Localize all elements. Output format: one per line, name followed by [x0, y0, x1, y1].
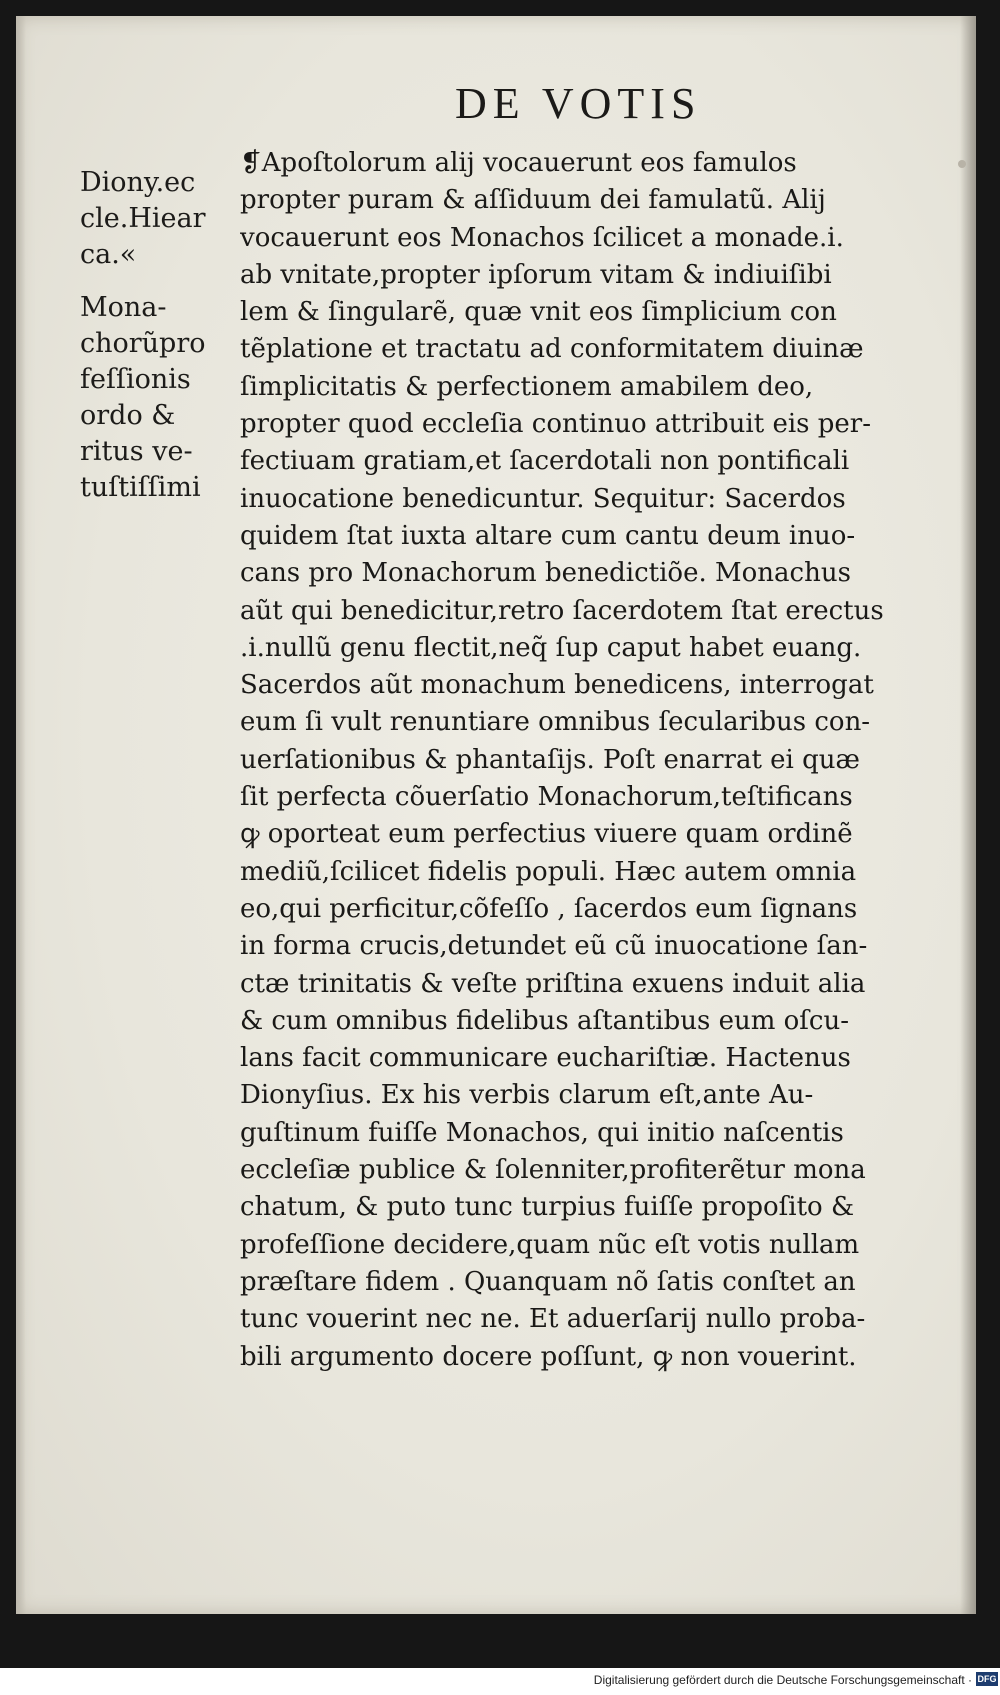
text-line: mediũ,ſcilicet fidelis populi. Hæc autem omnia: [240, 856, 857, 887]
text-line: ❡Apoſtolorum alij vocauerunt eos famulos: [240, 148, 797, 178]
text-line: profeſſione decidere,quam nũc eſt votis nullam: [240, 1229, 860, 1260]
running-head: DE VOTIS: [455, 79, 702, 128]
margin-note-line: ca.«: [80, 239, 137, 270]
text-line: guſtinum fuiſſe Monachos, qui initio naſcentis: [240, 1117, 844, 1148]
paper-speck: [958, 160, 966, 168]
text-line: ꝙ oporteat eum perfectius viuere quam ordinẽ: [240, 819, 853, 850]
text-line: ſit perfecta cõuerſatio Monachorum,teſtificans: [240, 782, 853, 813]
text-line: fectiuam gratiam,et ſacerdotali non pontificali: [240, 446, 850, 477]
text-line: lem & ſingularẽ, quæ vnit eos ſimplicium con: [240, 297, 837, 328]
text-line: .i.nullũ genu flectit,neq̃ ſup caput habet euang.: [240, 632, 862, 663]
text-line: Sacerdos aũt monachum benedicens, interrogat: [240, 670, 874, 701]
text-line: chatum, & puto tunc turpius fuiſſe propoſito &: [240, 1192, 855, 1223]
text-line: eccleſiæ publice & ſolenniter,profiterẽtur mona: [240, 1155, 866, 1186]
text-line: eo,qui perficitur,cõfeſſo , ſacerdos eum ſignans: [240, 893, 858, 924]
text-line: quidem ſtat iuxta altare cum cantu deum inuo-: [240, 520, 856, 551]
main-text-block: [240, 145, 920, 1376]
text-line: in forma crucis,detundet eũ cũ inuocatione ſan-: [240, 931, 868, 962]
margin-note: [80, 165, 230, 273]
margin-note-line: ordo &: [80, 400, 176, 431]
margin-note: [80, 290, 230, 506]
text-line: aũt qui benedicitur,retro ſacerdotem ſtat erectus: [240, 595, 884, 626]
text-line: præſtare fidem . Quanquam nõ ſatis conſtet an: [240, 1266, 856, 1297]
text-line: eum ſi vult renuntiare omnibus ſecularibus con-: [240, 707, 871, 738]
margin-note-line: chorũpro: [80, 328, 206, 359]
text-line: ab vnitate,propter ipſorum vitam & indiuiſibi: [240, 259, 832, 290]
text-line: bili argumento docere poſſunt, ꝙ non vouerint.: [240, 1341, 857, 1372]
digitization-credit: Digitalisierung gefördert durch die Deutsche Forschungsgemeinschaft ·: [593, 1673, 972, 1687]
text-line: ſimplicitatis & perfectionem amabilem deo,: [240, 371, 814, 402]
text-line: & cum omnibus fidelibus aſtantibus eum oſcu-: [240, 1005, 849, 1036]
margin-note-line: Diony.ec: [80, 167, 196, 198]
text-line: cans pro Monachorum benedictiõe. Monachus: [240, 558, 851, 589]
page-edge-right: [960, 16, 976, 1614]
margin-notes: [80, 165, 230, 523]
margin-note-line: tuſtiſſimi: [80, 472, 201, 503]
margin-note-line: ritus ve-: [80, 436, 193, 467]
page-edge-left: [16, 16, 26, 1614]
margin-note-line: Mona-: [80, 292, 167, 323]
text-line: ctæ trinitatis & veſte priſtina exuens induit alia: [240, 968, 866, 999]
text-line: lans facit communicare euchariſtiæ. Hactenus: [240, 1043, 851, 1074]
text-line: propter quod eccleſia continuo attribuit eis per-: [240, 409, 872, 440]
text-line: propter puram & aſſiduum dei famulatũ. Alij: [240, 185, 826, 216]
text-line: inuocatione benedicuntur. Sequitur: Sacerdos: [240, 483, 846, 514]
text-line: tunc vouerint nec ne. Et aduerſarij nullo proba-: [240, 1304, 866, 1335]
text-line: tẽplatione et tractatu ad conformitatem diuinæ: [240, 334, 864, 365]
text-line: vocauerunt eos Monachos ſcilicet a monade.i.: [240, 222, 844, 253]
margin-note-line: feſſionis: [80, 364, 191, 395]
dfg-logo: DFG: [977, 1674, 997, 1684]
margin-note-line: cle.Hiear: [80, 203, 206, 234]
footer-bar: [0, 1668, 1000, 1695]
text-line: Dionyſius. Ex his verbis clarum eſt,ante Au-: [240, 1080, 814, 1111]
text-line: uerſationibus & phantaſijs. Poſt enarrat ei quæ: [240, 744, 860, 775]
